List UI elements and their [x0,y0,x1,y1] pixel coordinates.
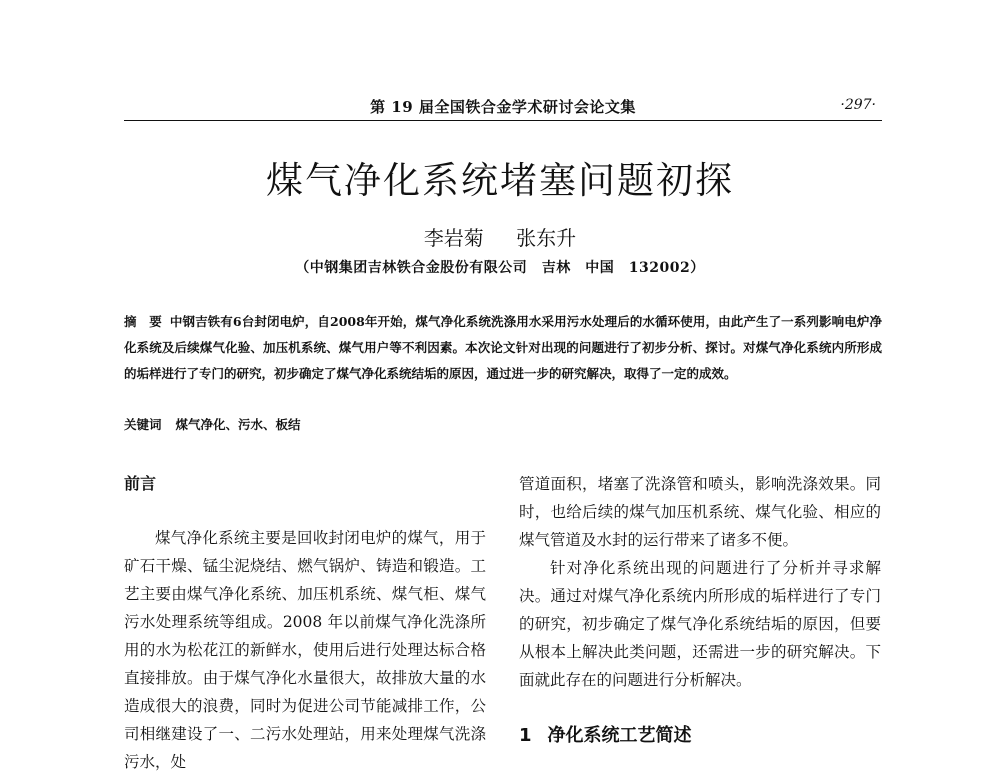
page-number: ·297· [840,97,876,113]
abstract-text: 中钢吉铁有6台封闭电炉，自2008年开始，煤气净化系统洗涤用水采用污水处理后的水循环使用，由此产生了一系列影响电炉净化系统及后续煤气化验、加压机系统、煤气用户等不利因素。本次论文针对出现的问题进行了初步分析、探讨。对煤气净化系统内所形成的垢样进行了专门的研究，初步确定了煤气净化系统结垢的原因，通过进一步的研究解决，取得了一定的成效。 [124,314,882,381]
left-column [124,470,486,776]
abstract [124,309,882,387]
analysis-paragraph: 针对净化系统出现的问题进行了分析并寻求解决。通过对煤气净化系统内所形成的垢样进行了专门的研究，初步确定了煤气净化系统结垢的原因，但要从根本上解决此类问题，还需进一步的研究解决。下面就此存在的问题进行分析解决。 [519,559,881,689]
running-header [124,96,882,121]
section-number: 1 [519,725,532,746]
section-heading-preface: 前言 [124,474,157,493]
keywords [124,415,882,433]
preface-paragraph: 煤气净化系统主要是回收封闭电炉的煤气，用于矿石干燥、锰尘泥烧结、燃气锅炉、铸造和锻造。工艺主要由煤气净化系统、加压机系统、煤气柜、煤气污水处理系统等组成。2008 年以前煤气净化洗涤所用的水为松花江的新鲜水，使用后进行处理达标合格直接排放。由于煤气净化水量很大，故排放大量的水造成很大的浪费，同时为促进公司节能减排工作，公司相继建设了一、二污水处理站，用来处理煤气洗涤污水，处 [124,529,486,771]
author-list [0,222,1000,251]
section-heading-1 [519,722,881,750]
keywords-text: 煤气净化、污水、板结 [175,417,301,432]
journal-title: 第 19 届全国铁合金学术研讨会论文集 [370,98,636,116]
author-name: 李岩菊 [423,226,484,250]
section-title: 净化系统工艺简述 [547,725,692,746]
abstract-label: 摘 要 [124,314,162,329]
paper-title: 煤气净化系统堵塞问题初探 [266,159,734,202]
affiliation: （中钢集团吉林铁合金股份有限公司 吉林 中国 132002） [295,260,705,276]
keywords-label: 关键词 [124,417,162,432]
continued-paragraph: 管道面积，堵塞了洗涤管和喷头，影响洗涤效果。同时，也给后续的煤气加压机系统、煤气化验、相应的煤气管道及水封的运行带来了诸多不便。 [519,475,881,549]
author-name: 张东升 [516,226,577,250]
right-column [519,470,881,750]
